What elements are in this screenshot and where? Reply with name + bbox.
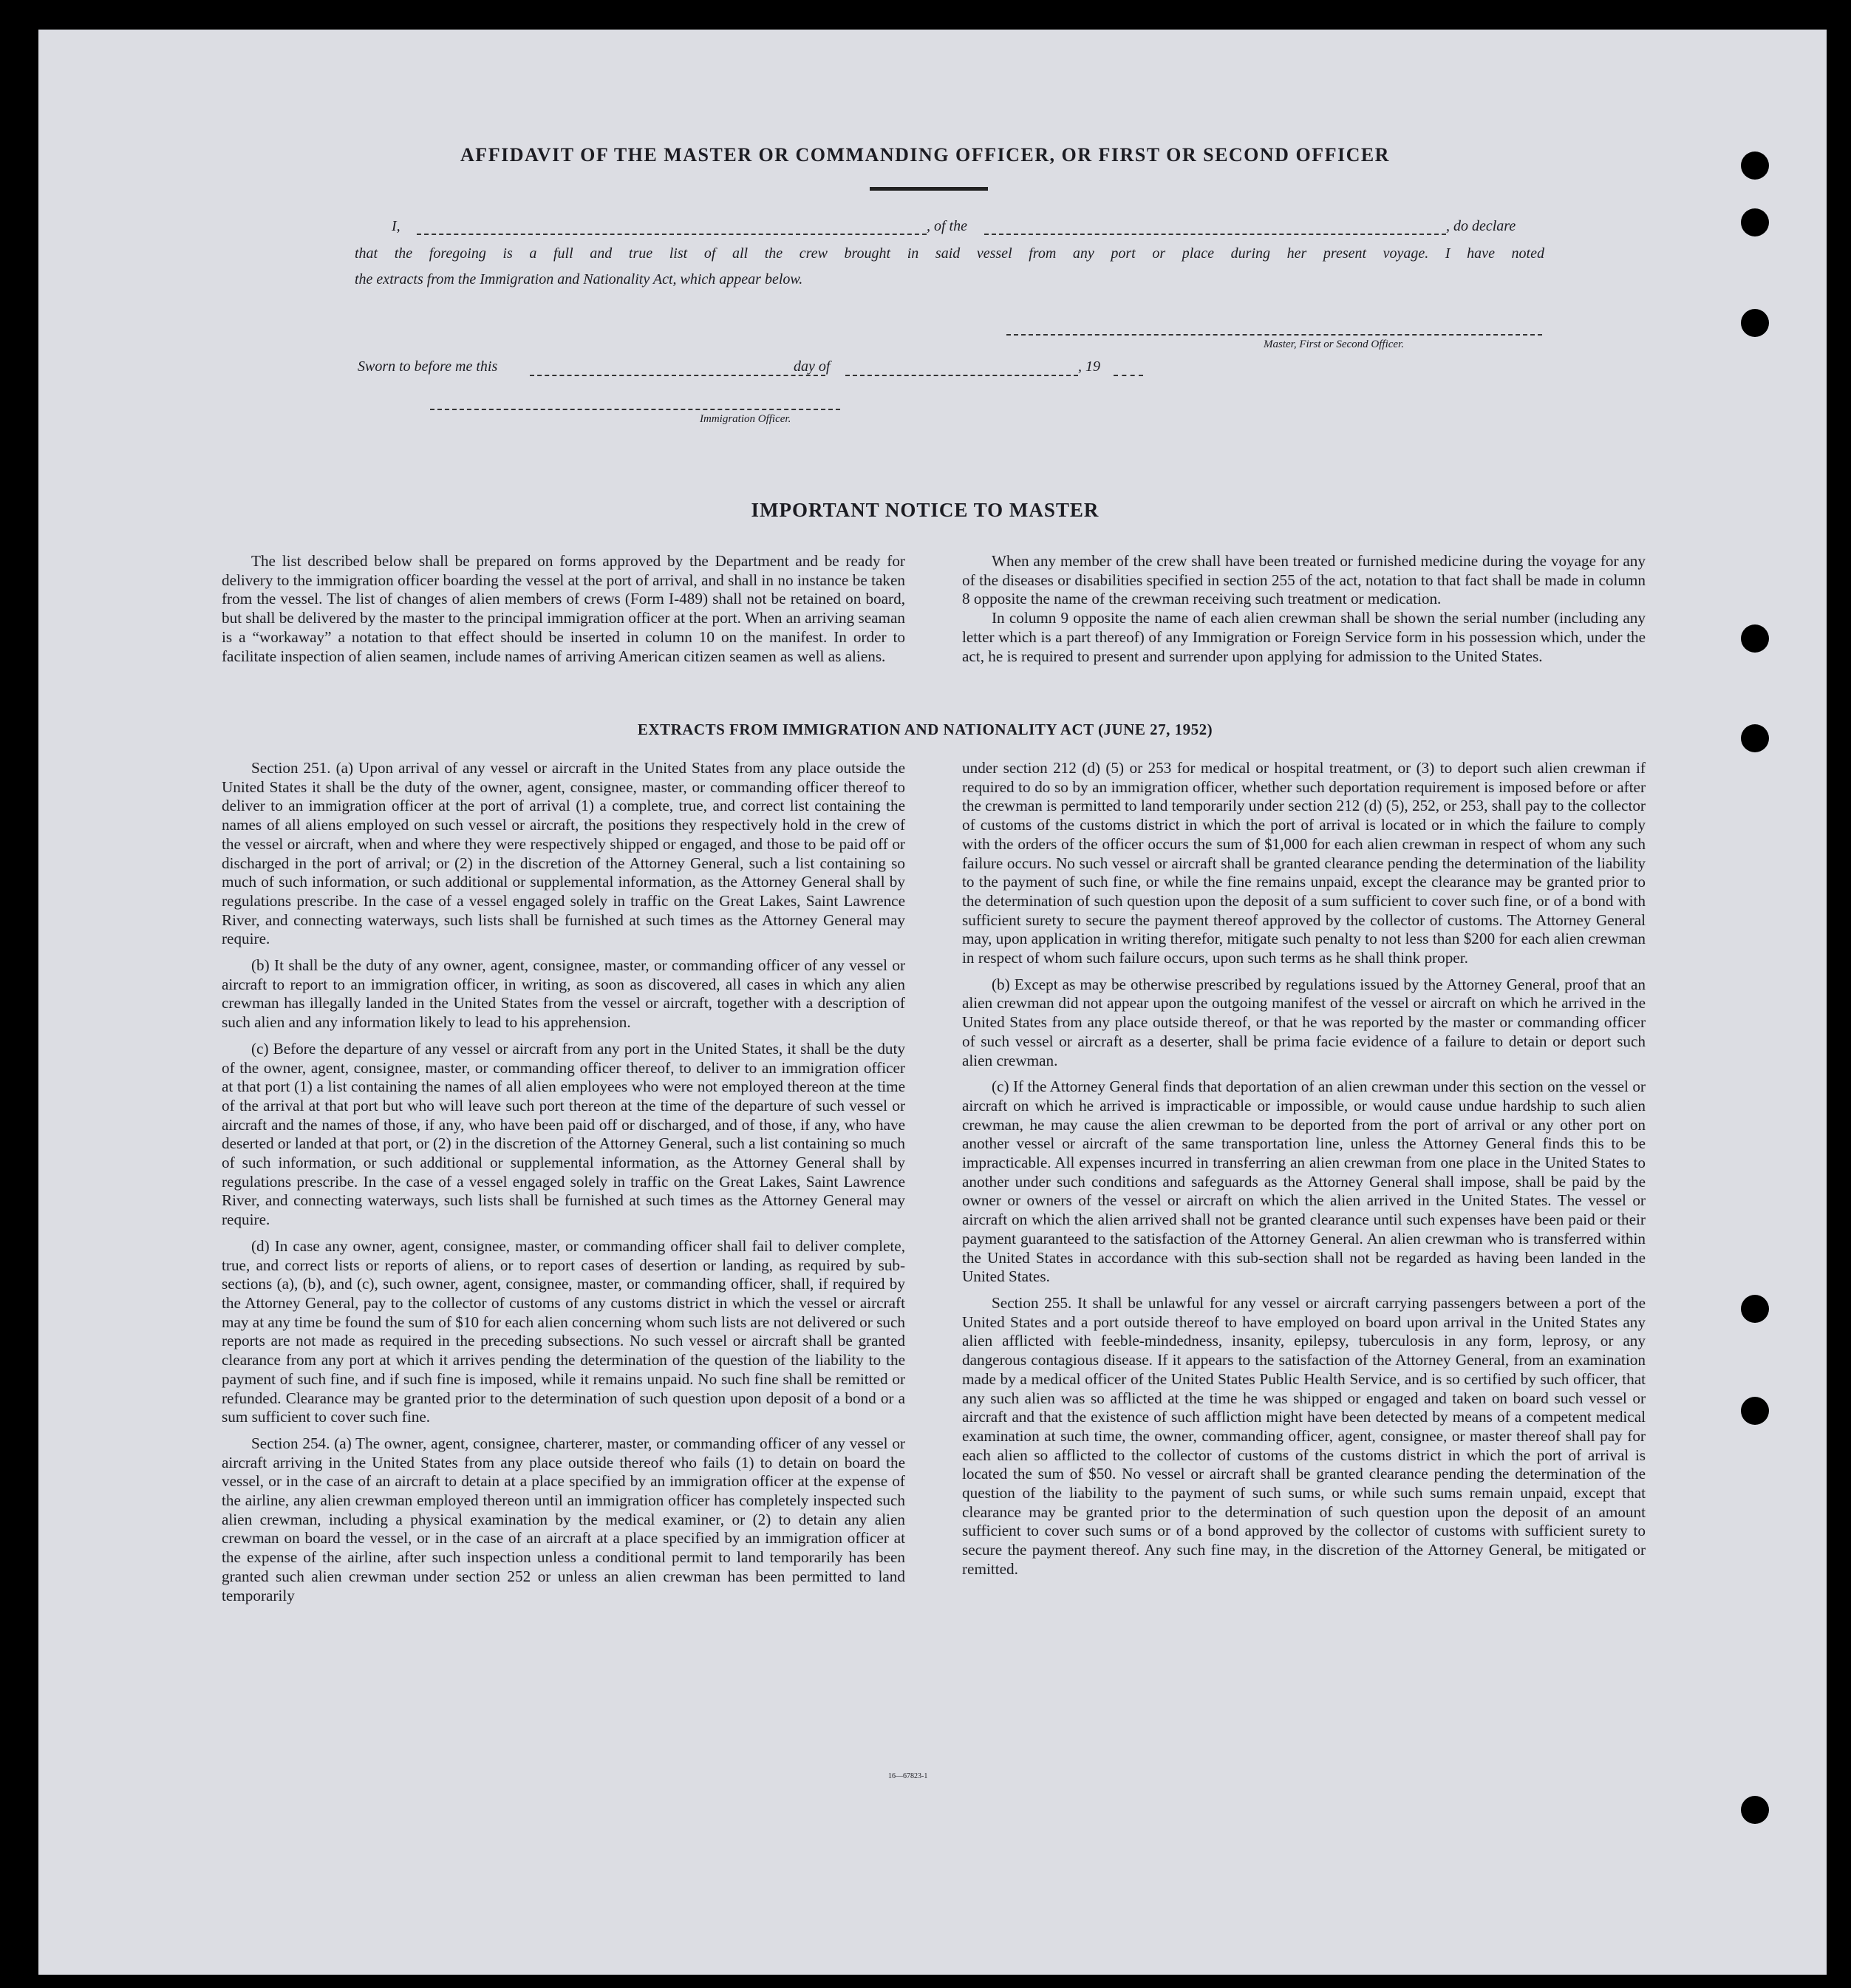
- sworn-month-field[interactable]: [845, 375, 1078, 376]
- punch-hole: [1741, 1397, 1769, 1425]
- extracts-left-paragraph: Section 251. (a) Upon arrival of any vessel or aircraft in the United States from any place outside the United States it shall be the duty of the owner, agent, consignee, master, or commanding officer thereof to deliver to an immigration officer at the port of arrival (1) a complete, true, and correct list containing the names of all aliens employed on such vessel or aircraft, the positions they respectively hold in the crew of the vessel or aircraft, when and where they were respectively shipped or engaged, and those to be paid off or discharged in the port of arrival; or (2) in the discretion of the Attorney General, such a list containing so much of such information, or such additional or supplemental information, as the Attorney General shall by regulations prescribe. In the case of a vessel engaged solely in traffic on the Great Lakes, Saint Lawrence River, and connecting waterways, such lists shall be furnished at such times as the Attorney General may require.: [222, 759, 905, 948]
- extracts-left-paragraph: Section 254. (a) The owner, agent, consignee, charterer, master, or commanding officer of any vessel or aircraft arriving in the United States from any place outside thereof who fails (1) to detain on board the vessel, or in the case of an aircraft to detain at a place specified by an immigration officer at the expense of the airline, any alien crewman employed thereon until an immigration officer has completely inspected such alien crewman, including a physical examination by the medical examiner, or (2) to detain any alien crewman on board the vessel, or in the case of an aircraft at a place specified by an immigration officer at the expense of the airline, after such inspection unless a conditional permit to land temporarily has been granted such alien crewman under section 252 or unless an alien crewman has been permitted to land temporarily: [222, 1434, 905, 1604]
- punch-hole: [1741, 724, 1769, 752]
- extracts-left-paragraph: (c) Before the departure of any vessel or aircraft from any port in the United States, it shall be the duty of the owner, agent, consignee, master, or commanding officer thereof, to deliver to an immigration officer at that port (1) a list containing the names of all alien employees who were not employed thereon at the time of the arrival at that port but who will leave such port thereon at the time of the departure of such vessel or aircraft and the names of those, if any, who have been paid off or discharged, and of those, if any, who have deserted or landed at that port, or (2) in the discretion of the Attorney General, such a list containing so much of such information, or such additional or supplemental information, as the Attorney General shall by regulations prescribe. In the case of a vessel engaged solely in traffic on the Great Lakes, Saint Lawrence River, and connecting waterways, such lists shall be furnished at such times as the Attorney General may require.: [222, 1039, 905, 1229]
- punch-hole: [1741, 152, 1769, 180]
- notice-right-paragraph: When any member of the crew shall have been treated or furnished medicine during the voyage for any of the diseases or disabilities specified in section 255 of the act, notation to that fact shall be made in column 8 opposite the name of the crewman receiving such treatment or medication.: [962, 552, 1646, 608]
- master-signature-field[interactable]: [1006, 334, 1542, 336]
- sworn-year-field[interactable]: [1114, 375, 1143, 376]
- master-name-field[interactable]: [417, 234, 927, 235]
- extracts-right-paragraph: Section 255. It shall be unlawful for any vessel or aircraft carrying passengers between a port of the United States and a port outside thereof to have employed on board upon arrival in the United States any alien afflicted with feeble-mindedness, insanity, epilepsy, tuberculosis in any form, leprosy, or any dangerous contagious disease. If it appears to the satisfaction of the Attorney General, from an examination made by a medical officer of the United States Public Health Service, and is so certified by such officer, that any such alien was so afflicted at the time he was shipped or engaged and taken on board such vessel or aircraft and that the existence of such affliction might have been detected by means of a competent medical examination at such time, the owner, commanding officer, agent, consignee, or master thereof shall pay for each alien so afflicted to the collector of customs of the customs district in which the port of arrival is located the sum of $50. No vessel or aircraft shall be granted clearance pending the determination of the question of the liability to the payment of such sums, or while such sums remain unpaid, except that clearance may be granted prior to the determination of such question upon the deposit of an amount sufficient to cover such sums or of a bond approved by the collector of customs with sufficient surety to secure the payment thereof. Any such fine may, in the discretion of the Attorney General, be mitigated or remitted.: [962, 1293, 1646, 1578]
- vessel-name-field[interactable]: [984, 234, 1446, 235]
- notice-left-paragraph: The list described below shall be prepared on forms approved by the Department and be ready for delivery to the immigration officer boarding the vessel at the port of arrival, and shall in no instance be taken from the vessel. The list of changes of alien members of crews (Form I-489) shall not be retained on board, but shall be delivered by the master to the principal immigration officer at the port. When an arriving seaman is a “workaway” a notation to that effect should be inserted in column 10 on the manifest. In order to facilitate inspection of alien seamen, include names of arriving American citizen seamen as well as aliens.: [222, 552, 905, 665]
- title-rule: [870, 187, 988, 191]
- extracts-right-paragraph: under section 212 (d) (5) or 253 for medical or hospital treatment, or (3) to deport such alien crewman if required to do so by an immigration officer, whether such deportation requirement is imposed before or after the crewman is permitted to land temporarily under section 212 (d) (5), 252, or 253, shall pay to the collector of customs of the customs district in which the port of arrival is located or in which the failure to comply with the orders of the officer occurs the sum of $1,000 for each alien crewman in respect of whom any such failure occurs. No such vessel or aircraft shall be granted clearance pending the determination of the liability to the payment of such fine, or while the fine remains unpaid, except the clearance may be granted prior to the determination of such question upon the deposit of a sum sufficient to cover such fine, or of a bond with sufficient surety to secure the payment thereof approved by the collector of customs. The Attorney General may, upon application in writing therefor, mitigate such penalty to not less than $200 for each alien crewman in respect of whom such failure occurs, upon such terms as he shall think proper.: [962, 759, 1646, 967]
- punch-hole: [1741, 1796, 1769, 1824]
- notice-title: IMPORTANT NOTICE TO MASTER: [751, 499, 1100, 521]
- document-page: [38, 30, 1827, 1975]
- extracts-right-paragraph: (c) If the Attorney General finds that deportation of an alien crewman under this section on the vessel or aircraft on which he arrived is impracticable or impossible, or would cause undue hardship to such alien crewman, he may cause the alien crewman to be deported from the port of arrival or any other port on another vessel or aircraft of the same transportation line, unless the Attorney General finds this to be impracticable. All expenses incurred in transferring an alien crewman from one place in the United States to another under such conditions and safeguards as the Attorney General shall impose, shall be paid by the owner or owners of the vessel or aircraft on which the alien arrived in the United States. The vessel or aircraft on which the alien arrived shall not be granted clearance until such expenses have been paid or their payment guaranteed to the satisfaction of the Attorney General. An alien crewman who is transferred within the United States in accordance with this sub-section shall not be regarded as having been landed in the United States.: [962, 1078, 1646, 1286]
- punch-hole: [1741, 624, 1769, 653]
- immigration-officer-signature-field[interactable]: [430, 409, 840, 410]
- notice-left-column: [222, 552, 905, 673]
- affidavit-of-the-label: , of the: [927, 218, 967, 234]
- extracts-left-paragraph: (b) It shall be the duty of any owner, agent, consignee, master, or commanding officer of any vessel or aircraft to report to an immigration officer, in writing, as soon as discovered, all cases in which any alien crewman has illegally landed in the United States from the vessel or aircraft, together with a description of such alien and any information likely to lead to his apprehension.: [222, 956, 905, 1032]
- punch-hole: [1741, 208, 1769, 236]
- extracts-title: EXTRACTS FROM IMMIGRATION AND NATIONALITY ACT (JUNE 27, 1952): [637, 721, 1213, 738]
- punch-hole: [1741, 1295, 1769, 1323]
- punch-hole: [1741, 309, 1769, 337]
- form-code: 16—67823-1: [888, 1772, 928, 1780]
- affidavit-do-declare-label: , do declare: [1446, 218, 1516, 234]
- notice-right-paragraph: In column 9 opposite the name of each alien crewman shall be shown the serial number (including any letter which is a part thereof) of any Immigration or Foreign Service form in his possession which, under the act, he is required to present and surrender upon applying for admission to the United States.: [962, 609, 1646, 665]
- declaration-line-2: the extracts from the Immigration and Nationality Act, which appear below.: [355, 271, 803, 287]
- declaration-line-1: that the foregoing is a full and true list of all the crew brought in said vessel from any port or place during her present voyage. I have noted: [355, 245, 1544, 262]
- sworn-day-field[interactable]: [530, 375, 825, 376]
- notice-right-column: [962, 552, 1646, 673]
- immigration-officer-caption: Immigration Officer.: [700, 413, 791, 425]
- affidavit-title: AFFIDAVIT OF THE MASTER OR COMMANDING OFFICER, OR FIRST OR SECOND OFFICER: [460, 144, 1390, 166]
- year-label: , 19: [1078, 358, 1100, 375]
- master-signature-caption: Master, First or Second Officer.: [1264, 338, 1404, 350]
- extracts-right-paragraph: (b) Except as may be otherwise prescribed by regulations issued by the Attorney General, proof that an alien crewman did not appear upon the outgoing manifest of the vessel or aircraft on which he arrived in the United States from any place outside thereof, or that he was reported by the master or commanding officer of such vessel or aircraft as a deserter, shall be prima facie evidence of a failure to detain or deport such alien crewman.: [962, 975, 1646, 1069]
- extracts-left-column: [222, 759, 905, 1613]
- day-of-label: day of: [794, 358, 831, 375]
- extracts-left-paragraph: (d) In case any owner, agent, consignee, master, or commanding officer shall fail to deliver complete, true, and correct lists or reports of aliens, or to report cases of desertion or landing, as required by sub-sections (a), (b), and (c), such owner, agent, consignee, master, or commanding officer, shall, if required by the Attorney General, pay to the collector of customs of any customs district in which the vessel or aircraft may at any time be found the sum of $10 for each alien concerning whom such lists are not delivered or such reports are not made as required in the preceding subsections. No such vessel or aircraft shall be granted clearance from any port at which it arrives pending the determination of the question of the liability to the payment of such fine, and if such fine is imposed, while it remains unpaid. No such fine shall be remitted or refunded. Clearance may be granted prior to the determination of such question upon deposit of a bond or a sum sufficient to cover such fine.: [222, 1236, 905, 1426]
- extracts-right-column: [962, 759, 1646, 1587]
- sworn-label: Sworn to before me this: [358, 358, 498, 375]
- affidavit-i-label: I,: [392, 218, 400, 234]
